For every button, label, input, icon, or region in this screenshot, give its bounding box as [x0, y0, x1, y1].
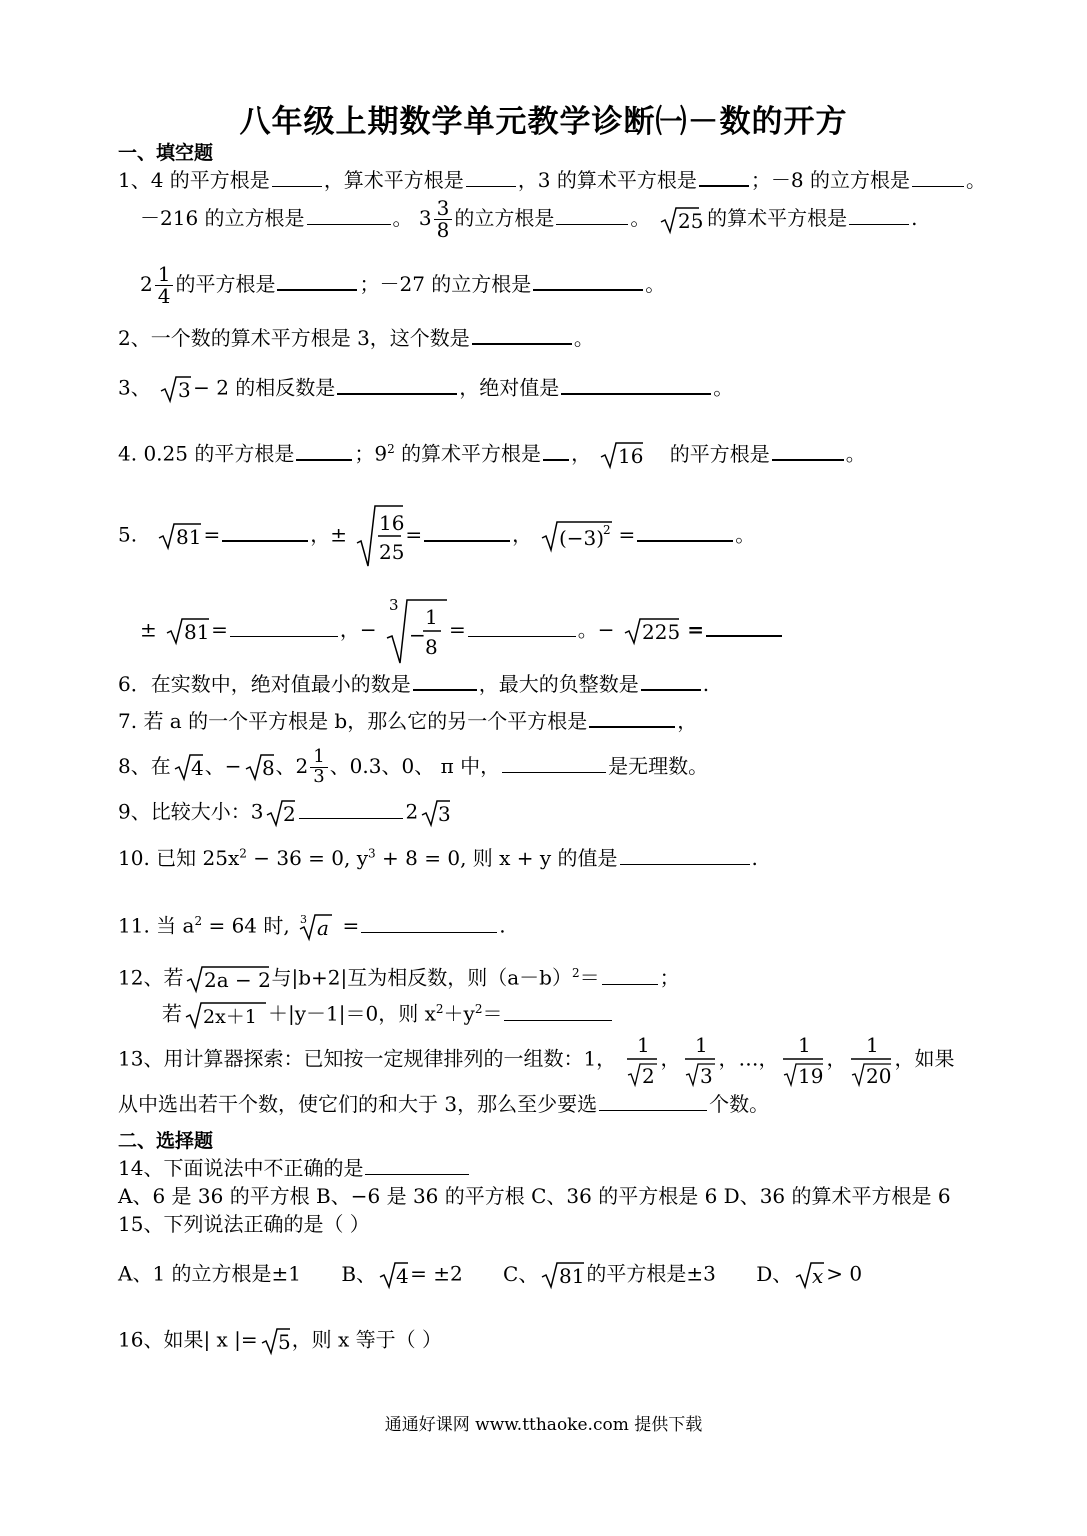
answer-blank[interactable] — [620, 848, 750, 865]
svg-text:3: 3 — [389, 596, 399, 614]
option-c: C、 — [503, 1261, 539, 1286]
option-a: A、1 的立方根是±1 — [118, 1261, 302, 1286]
answer-blank[interactable] — [299, 802, 403, 819]
answer-blank[interactable] — [230, 620, 338, 637]
answer-blank[interactable] — [772, 443, 844, 461]
question-5-line-2: ± 81 = ，− 3 − 1 8 = 。− 225 = — [140, 596, 784, 666]
sqrt-symbol — [540, 519, 616, 553]
svg-text:a: a — [317, 916, 330, 940]
svg-text:16: 16 — [379, 511, 405, 535]
svg-text:2x＋1: 2x＋1 — [203, 1006, 257, 1028]
fraction-one-over-sqrt2 — [625, 1032, 659, 1088]
question-14: 14、下面说法中不正确的是 — [118, 1156, 471, 1180]
svg-text:x: x — [812, 1264, 824, 1288]
answer-blank[interactable] — [472, 327, 572, 345]
sqrt-symbol — [173, 752, 203, 782]
sqrt-symbol — [623, 616, 679, 646]
svg-text:4: 4 — [396, 1264, 409, 1288]
answer-blank[interactable] — [307, 208, 391, 225]
answer-blank[interactable] — [361, 916, 497, 933]
answer-blank[interactable] — [912, 170, 964, 187]
question-6: 6．在实数中，绝对值最小的数是 ，最大的负整数是 . — [118, 672, 710, 696]
svg-text:25: 25 — [379, 540, 405, 564]
question-8: 8、在 4 、− 8 、2 $\frac{1}{3}$ 、0.3、0、 π 中， 是无理数。 — [118, 746, 709, 787]
svg-text:2: 2 — [603, 523, 612, 537]
question-14-options: A、6 是 36 的平方根 B、−6 是 36 的平方根 C、36 的平方根是 6 D、36 的算术平方根是 6 — [118, 1184, 951, 1208]
question-4: 4. 0.25 的平方根是 ；$9^2$ 的算术平方根是 ， 16 的平方根是 。 — [118, 441, 866, 468]
svg-text:20: 20 — [865, 1064, 891, 1088]
answer-blank[interactable] — [272, 170, 322, 187]
question-15-options: A、1 的立方根是±1 B、 4 = ±2 C、 81 的平方根是±3 D、 x > 0 — [118, 1261, 863, 1288]
page-footer: 通通好课网 www.tthaoke.com 提供下载 — [384, 1415, 703, 1435]
svg-text:19: 19 — [797, 1064, 823, 1088]
question-13-line-1: 13、用计算器探索：已知按一定规律排列的一组数：1， 1 2 ， 1 3 ，…， 1 19 ， 1 20 ，如果 — [118, 1033, 955, 1088]
question-13-line-2: 从中选出若干个数，使它们的和大于 3，那么至少要选 个数。 — [118, 1092, 770, 1116]
sqrt-fraction — [355, 503, 403, 569]
answer-blank[interactable] — [589, 710, 675, 728]
sqrt-symbol — [265, 798, 295, 828]
svg-text:1: 1 — [797, 1033, 811, 1057]
svg-text:3: 3 — [178, 378, 191, 402]
question-1-line-3: 2 $\frac{1}{4}$ 的平方根是 ；－27 的立方根是 。 — [140, 262, 666, 308]
svg-text:81: 81 — [559, 1264, 585, 1288]
question-3: 3、 3 − 2 的相反数是 ，绝对值是 。 — [118, 375, 734, 402]
svg-text:1: 1 — [694, 1033, 708, 1057]
svg-text:2a − 2: 2a − 2 — [204, 968, 272, 992]
answer-blank[interactable] — [466, 170, 516, 187]
answer-blank[interactable] — [337, 377, 457, 395]
svg-text:2: 2 — [641, 1064, 655, 1088]
answer-blank[interactable] — [502, 756, 606, 773]
question-7: 7. 若 a 的一个平方根是 b，那么它的另一个平方根是 ， — [118, 709, 698, 733]
question-1-line-2: －216 的立方根是 。 3 $\frac{3}{8}$ 的立方根是 。 25 的算术平方根是 . — [140, 196, 918, 242]
answer-blank[interactable] — [424, 524, 510, 542]
sqrt-symbol — [599, 440, 643, 470]
question-9: 9、比较大小：3 2 2 3 — [118, 799, 451, 826]
sqrt-symbol — [157, 521, 201, 551]
mixed-number: 2 $\frac{1}{4}$ — [140, 264, 175, 307]
question-2: 2、一个数的算术平方根是 3，这个数是 。 — [118, 326, 594, 350]
fraction-one-over-sqrt3 — [683, 1032, 717, 1088]
mixed-number: 3 $\frac{3}{8}$ — [419, 198, 454, 241]
question-1-line-1: 1、4 的平方根是 ，算术平方根是 ，3 的算术平方根是 ；－8 的立方根是 。 — [118, 168, 986, 192]
sqrt-symbol — [244, 752, 274, 782]
question-12-line-1: 12、若 2a − 2 与|b+2|互为相反数，则$(a-b)^2=$ ； — [118, 965, 680, 992]
option-b: B、 — [341, 1261, 377, 1286]
svg-text:4: 4 — [190, 756, 204, 781]
sqrt-symbol — [659, 205, 704, 235]
svg-text:1: 1 — [865, 1033, 879, 1057]
svg-text:3: 3 — [699, 1064, 713, 1088]
sqrt-symbol — [165, 616, 209, 646]
sqrt-symbol — [420, 798, 450, 828]
answer-blank[interactable] — [413, 673, 477, 691]
question-16: 16、如果| x |= 5 ，则 x 等于（ ） — [118, 1327, 443, 1354]
sqrt-symbol — [185, 964, 272, 994]
question-15: 15、下列说法正确的是（ ） — [118, 1212, 370, 1236]
answer-blank[interactable] — [468, 620, 576, 637]
svg-text:16: 16 — [618, 444, 644, 468]
sqrt-symbol — [184, 1000, 266, 1030]
sqrt-symbol — [540, 1260, 584, 1290]
answer-blank[interactable] — [849, 208, 909, 225]
svg-text:25: 25 — [677, 208, 704, 233]
svg-text:1: 1 — [636, 1033, 650, 1057]
svg-text:8: 8 — [425, 635, 438, 659]
svg-text:2: 2 — [283, 802, 297, 826]
answer-blank[interactable] — [561, 377, 711, 395]
svg-text:1: 1 — [425, 605, 438, 629]
cube-root-symbol — [298, 912, 334, 942]
fraction-one-over-sqrt19 — [781, 1032, 825, 1088]
svg-text:8: 8 — [261, 756, 275, 781]
svg-text:(−3): (−3) — [559, 526, 605, 550]
question-11: 11. 当 $a^2 = 64$ 时, 3 a = . — [118, 913, 506, 940]
answer-blank[interactable] — [533, 273, 643, 291]
fraction-one-over-sqrt20 — [849, 1032, 893, 1088]
answer-blank[interactable] — [637, 524, 733, 542]
svg-text:3: 3 — [300, 913, 308, 926]
sqrt-symbol — [260, 1326, 290, 1356]
answer-blank[interactable] — [365, 1158, 469, 1175]
svg-text:81: 81 — [184, 620, 210, 644]
sqrt-symbol — [794, 1260, 824, 1290]
answer-blank[interactable] — [222, 524, 308, 542]
answer-blank[interactable] — [602, 968, 658, 985]
answer-blank[interactable] — [699, 169, 749, 187]
cube-root-fraction — [385, 596, 447, 666]
option-d: D、 — [756, 1261, 793, 1286]
answer-blank[interactable] — [543, 443, 569, 461]
answer-blank[interactable] — [641, 673, 701, 691]
answer-blank[interactable] — [296, 443, 352, 461]
page-title: 八年级上期数学单元教学诊断㈠－数的开方 — [239, 104, 848, 140]
section-fill-in: 一、填空题 — [118, 142, 214, 164]
sqrt-symbol — [159, 374, 191, 404]
answer-blank[interactable] — [706, 619, 782, 637]
svg-text:5: 5 — [277, 1330, 291, 1354]
answer-blank[interactable] — [599, 1094, 707, 1111]
question-12-line-2: 若 2x＋1 ＋|y－1|＝0，则 $x^2+y^2=$ — [162, 1000, 614, 1030]
svg-text:−: − — [409, 623, 426, 647]
sqrt-symbol — [378, 1260, 408, 1290]
svg-text:81: 81 — [176, 525, 202, 549]
question-5-line-1: 5. 81 = ，± 16 25 = ， (−3) 2 = 。 — [118, 503, 755, 569]
svg-text:225: 225 — [641, 620, 681, 644]
svg-text:3: 3 — [438, 802, 451, 826]
question-10: 10. 已知 $25x^2 - 36 = 0$, $y^3 + 8 = 0$, 则 x + y 的值是 . — [118, 846, 758, 870]
answer-blank[interactable] — [504, 1004, 612, 1021]
section-multiple-choice: 二、选择题 — [118, 1130, 214, 1152]
answer-blank[interactable] — [556, 208, 628, 225]
answer-blank[interactable] — [277, 273, 357, 291]
